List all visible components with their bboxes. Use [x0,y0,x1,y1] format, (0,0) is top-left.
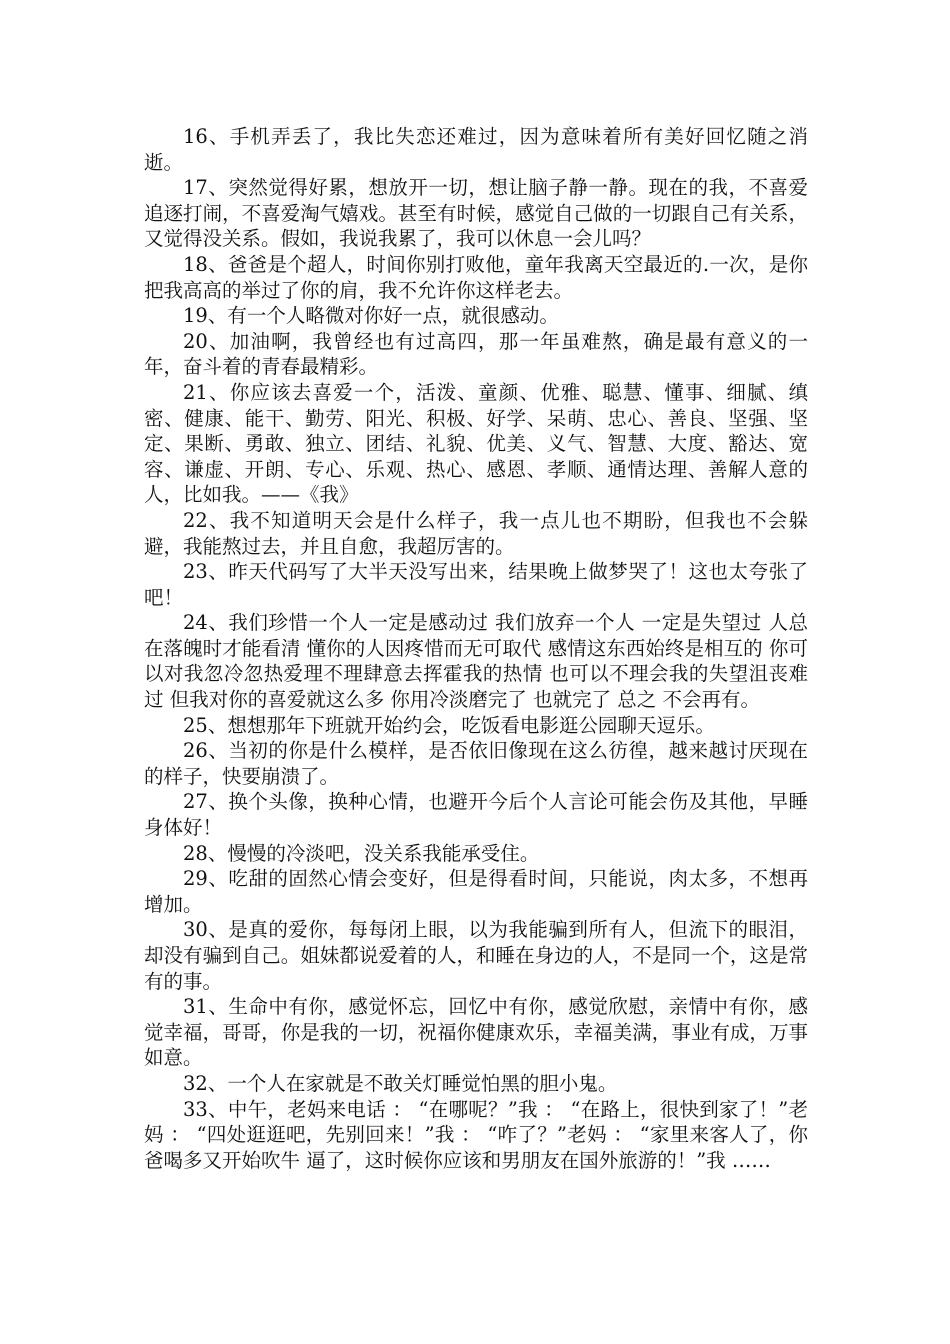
paragraph-31: 31、生命中有你，感觉怀忘，回忆中有你，感觉欣慰，亲情中有你，感觉幸福，哥哥，你是我的一切，祝福你健康欢乐，幸福美满，事业有成，万事如意。 [144,995,808,1070]
document-page [144,124,808,1173]
paragraph-22: 22、我不知道明天会是什么样子，我一点儿也不期盼，但我也不会躲避，我能熬过去，并且自愈，我超厉害的。 [144,508,808,558]
paragraph-28: 28、慢慢的冷淡吧，没关系我能承受住。 [183,841,540,865]
paragraph-32: 32、一个人在家就是不敢关灯睡觉怕黑的胆小鬼。 [183,1071,618,1095]
paragraph-18: 18、爸爸是个超人，时间你别打败他，童年我离天空最近的.一次，是你把我高高的举过了你的肩，我不允许你这样老去。 [144,252,808,302]
paragraph-17: 17、突然觉得好累，想放开一切，想让脑子静一静。现在的我，不喜爱追逐打闹，不喜爱淘气嬉戏。甚至有时候，感觉自己做的一切跟自己有关系，又觉得没关系。假如，我说我累了，我可以休息一会儿吗？ [144,176,808,251]
paragraph-23: 23、昨天代码写了大半天没写出来，结果晚上做梦哭了！这也太夸张了吧！ [144,560,808,609]
paragraph-30: 30、是真的爱你，每每闭上眼，以为我能骗到所有人，但流下的眼泪，却没有骗到自己。姐妹都说爱着的人，和睡在身边的人，不是同一个，这是常有的事。 [144,918,808,993]
paragraph-25: 25、想想那年下班就开始约会，吃饭看电影逛公园聊天逗乐。 [183,713,715,737]
paragraph-21: 21、你应该去喜爱一个，活泼、童颜、优雅、聪慧、懂事、细腻、缜密、健康、能干、勤劳、阳光、积极、好学、呆萌、忠心、善良、坚强、坚定、果断、勇敢、独立、团结、礼貌、优美、义气、智慧、大度、豁达、宽容、谦虚、开朗、专心、乐观、热心、感恩、孝顺、通情达理、善解人意的人，比如我。——《我》 [144,380,808,507]
paragraph-24: 24、我们珍惜一个人一定是感动过 我们放弃一个人 一定是失望过 人总在落魄时才能看清 懂你的人因疼惜而无可取代 感情这东西始终是相互的 你可以对我忽冷忽热爱理不理肆意去挥霍我的热情 也可以不理会我的失望沮丧难过 但我对你的喜爱就这么多 你用冷淡磨完了 也就完了 总之 不会再有。 [144,611,808,712]
paragraph-19: 19、有一个人略微对你好一点，就很感动。 [183,304,559,328]
paragraph-27: 27、换个头像，换种心情，也避开今后个人言论可能会伤及其他，早睡身体好！ [144,790,808,840]
paragraph-16: 16、手机弄丢了，我比失恋还难过，因为意味着所有美好回忆随之消逝。 [144,125,808,174]
paragraph-20: 20、加油啊，我曾经也有过高四，那一年虽难熬，确是最有意义的一年，奋斗着的青春最精彩。 [144,329,808,379]
paragraph-26: 26、当初的你是什么模样，是否依旧像现在这么彷徨，越来越讨厌现在的样子，快要崩溃了。 [144,739,808,788]
paragraph-33: 33、中午，老妈来电话 ： “在哪呢？”我 ： “在路上，很快到家了！”老妈 ： “四处逛逛吧，先别回来！”我 ： “咋了？”老妈 ： “家里来客人了，你爸喝多又开始吹牛 逼了，这时候你应该和男朋友在国外旅游的！”我 …… [144,1097,808,1172]
paragraph-29: 29、吃甜的固然心情会变好，但是得看时间，只能说，肉太多，不想再增加。 [144,867,808,916]
